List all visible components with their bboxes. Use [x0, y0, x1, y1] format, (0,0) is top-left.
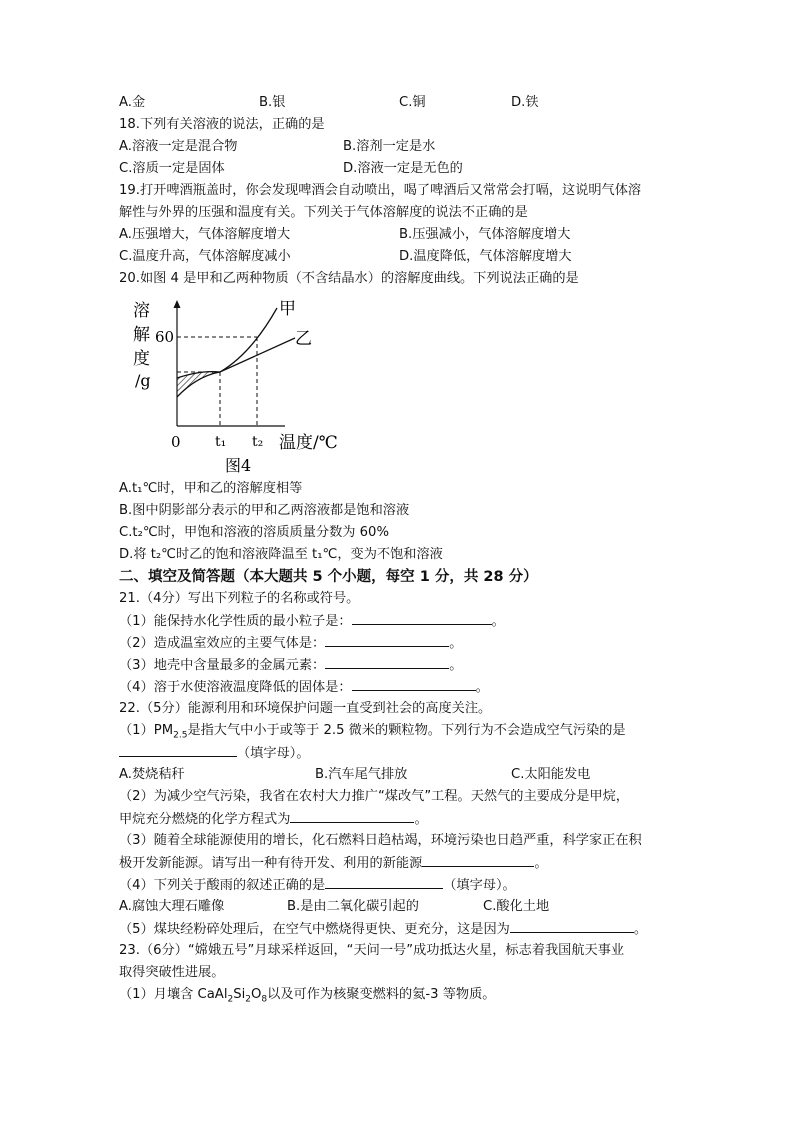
q22-blank-3[interactable] — [422, 852, 534, 867]
q21-item-2 — [119, 632, 679, 654]
q18-option-c: C.溶质一定是固体 — [119, 161, 225, 176]
q22-p2-end: 。 — [414, 812, 428, 827]
q23-p1-s3: 8 — [261, 994, 268, 1005]
solubility-figure — [119, 294, 679, 478]
q20-option-c: C.t₂℃时，甲饱和溶液的溶质质量分数为 60% — [119, 525, 389, 540]
q22-part3-line1: （3）随着全球能源使用的增长，化石燃料日趋枯竭，环境污染也日趋严重，科学家正在积 — [119, 833, 642, 848]
q22-part3-line2 — [119, 852, 679, 874]
q21-blank-3[interactable] — [325, 654, 449, 669]
figure-caption: 图4 — [225, 456, 252, 475]
q22-part2-line2 — [119, 808, 679, 830]
q22-blank-5[interactable] — [510, 918, 634, 933]
q17-option-c: C.铜 — [399, 95, 426, 110]
q22-p1-option-c: C.太阳能发电 — [511, 767, 591, 782]
q17-option-a: A.金 — [119, 95, 146, 110]
q21-item-1-end: 。 — [491, 614, 505, 629]
q21-item-4-text: （4）溶于水使溶液温度降低的固体是： — [119, 680, 352, 695]
q22-p4-option-a: A.腐蚀大理石雕像 — [119, 899, 225, 914]
q19-options-row2 — [119, 246, 679, 268]
q17-option-b: B.银 — [259, 95, 286, 110]
q18-option-b: B.溶剂一定是水 — [343, 139, 436, 154]
q22-blank-2[interactable] — [290, 808, 414, 823]
q22-part4 — [119, 874, 679, 896]
x-axis-label: 温度/℃ — [279, 433, 338, 453]
q21-item-4 — [119, 676, 679, 698]
q22-p3-end: 。 — [534, 856, 548, 871]
q19-stem-line1: 19.打开啤酒瓶盖时，你会发现啤酒会自动喷出，喝了啤酒后又常常会打嗝，这说明气体溶 — [119, 183, 642, 198]
q21-item-3 — [119, 654, 679, 676]
q22-p5-end: 。 — [633, 922, 648, 937]
ylabel-2: 解 — [133, 325, 150, 345]
q22-p4-text: （4）下列关于酸雨的叙述正确的是 — [119, 878, 326, 893]
q19-option-d: D.温度降低，气体溶解度增大 — [399, 249, 572, 264]
q22-p1-option-a: A.焚烧秸秆 — [119, 767, 185, 782]
q21-item-2-end: 。 — [449, 636, 463, 651]
curve-label-yi: 乙 — [295, 329, 312, 349]
q21-item-3-end: 。 — [449, 658, 463, 673]
q23-p1-s2: 2 — [245, 994, 252, 1005]
q20-option-b: B.图中阴影部分表示的甲和乙两溶液都是饱和溶液 — [119, 503, 410, 518]
q20-option-a: A.t₁℃时，甲和乙的溶解度相等 — [119, 481, 303, 496]
q18-options-row1 — [119, 136, 679, 158]
q23-stem-line2: 取得突破性进展。 — [119, 965, 225, 980]
q23-p1-b: Si — [233, 987, 246, 1002]
q21-blank-1[interactable] — [352, 610, 492, 625]
q21-item-4-end: 。 — [475, 680, 489, 695]
q17-option-d: D.铁 — [511, 95, 539, 110]
q21-item-1-text: （1）能保持水化学性质的最小粒子是： — [119, 614, 352, 629]
q19-option-a: A.压强增大，气体溶解度增大 — [119, 227, 291, 242]
q22-part1-line2 — [119, 742, 679, 764]
q18-options-row2 — [119, 158, 679, 180]
q20-option-d: D.将 t₂℃时乙的饱和溶液降温至 t₁℃，变为不饱和溶液 — [119, 547, 443, 562]
q20-stem: 20.如图 4 是甲和乙两种物质（不含结晶水）的溶解度曲线。下列说法正确的是 — [119, 271, 579, 286]
q17-options — [119, 92, 679, 114]
y-axis-arrow — [174, 300, 181, 308]
q21-blank-2[interactable] — [325, 632, 449, 647]
q23-p1-d: 以及可作为核聚变燃料的氦-3 等物质。 — [267, 987, 496, 1002]
q22-part2-line1: （2）为减少空气污染，我省在农村大力推广“煤改气”工程。天然气的主要成分是甲烷， — [119, 789, 629, 804]
q22-p1-tail: （填字母）。 — [237, 746, 310, 761]
q21-stem: 21.（4分）写出下列粒子的名称或符号。 — [119, 591, 360, 606]
q22-p1-a: （1）PM — [119, 723, 174, 738]
q18-option-d: D.溶液一定是无色的 — [343, 161, 463, 176]
q22-p2-text: 甲烷充分燃烧的化学方程式为 — [119, 812, 291, 827]
ylabel-4: /g — [135, 371, 151, 390]
q21-item-1 — [119, 610, 679, 632]
q18-option-a: A.溶液一定是混合物 — [119, 139, 238, 154]
q19-options-row1 — [119, 224, 679, 246]
q22-part1-line1 — [119, 720, 679, 742]
y-tick-60: 60 — [155, 328, 175, 346]
q22-p3-text: 极开发新能源。请写出一种有待开发、利用的新能源 — [119, 856, 423, 871]
q19-option-c: C.温度升高，气体溶解度减小 — [119, 249, 291, 264]
q21-blank-4[interactable] — [352, 676, 476, 691]
q23-p1-c: O — [251, 987, 262, 1002]
exam-page — [119, 92, 679, 1006]
ylabel-1: 溶 — [133, 301, 150, 321]
q23-p1-s1: 2 — [227, 994, 234, 1005]
q23-stem-line1: 23.（6分）“嫦娥五号”月球采样返回，“天问一号”成功抵达火星，标志着我国航天事业 — [119, 943, 625, 958]
solubility-chart — [127, 294, 377, 478]
q19-option-b: B.压强减小，气体溶解度增大 — [399, 227, 571, 242]
q22-part5 — [119, 918, 679, 940]
x-tick-t2: t₂ — [252, 434, 264, 450]
q22-p1-option-b: B.汽车尾气排放 — [315, 767, 408, 782]
section-2-heading: 二、填空及简答题（本大题共 5 个小题，每空 1 分，共 28 分） — [119, 569, 538, 585]
x-tick-t1: t₁ — [215, 434, 227, 450]
q23-part1 — [119, 984, 679, 1006]
q21-item-2-text: （2）造成温室效应的主要气体是： — [119, 636, 326, 651]
q22-blank-4[interactable] — [325, 874, 443, 889]
q22-stem: 22.（5分）能源利用和环境保护问题一直受到社会的高度关注。 — [119, 701, 492, 716]
q22-part1-options — [119, 764, 679, 786]
q22-blank-1[interactable] — [119, 742, 237, 757]
origin-label: 0 — [171, 433, 181, 451]
ylabel-3: 度 — [133, 349, 150, 369]
curve-label-jia: 甲 — [279, 299, 296, 319]
q22-p4-option-c: C.酸化土地 — [483, 899, 550, 914]
q22-p5-text: （5）煤块经粉碎处理后，在空气中燃烧得更快、更充分，这是因为 — [119, 922, 510, 937]
q22-p4-option-b: B.是由二氧化碳引起的 — [287, 899, 419, 914]
q22-p1-sub: 2.5 — [173, 730, 188, 741]
q21-item-3-text: （3）地壳中含量最多的金属元素： — [119, 658, 326, 673]
q19-stem-line2: 解性与外界的压强和温度有关。下列关于气体溶解度的说法不正确的是 — [119, 205, 528, 220]
q23-p1-a: （1）月壤含 CaAl — [119, 987, 228, 1002]
q18-stem: 18.下列有关溶液的说法，正确的是 — [119, 117, 325, 132]
q22-p1-b: 是指大气中小于或等于 2.5 微米的颗粒物。下列行为不会造成空气污染的是 — [187, 723, 626, 738]
q22-p4-tail: （填字母）。 — [443, 878, 516, 893]
q22-part4-options — [119, 896, 679, 918]
